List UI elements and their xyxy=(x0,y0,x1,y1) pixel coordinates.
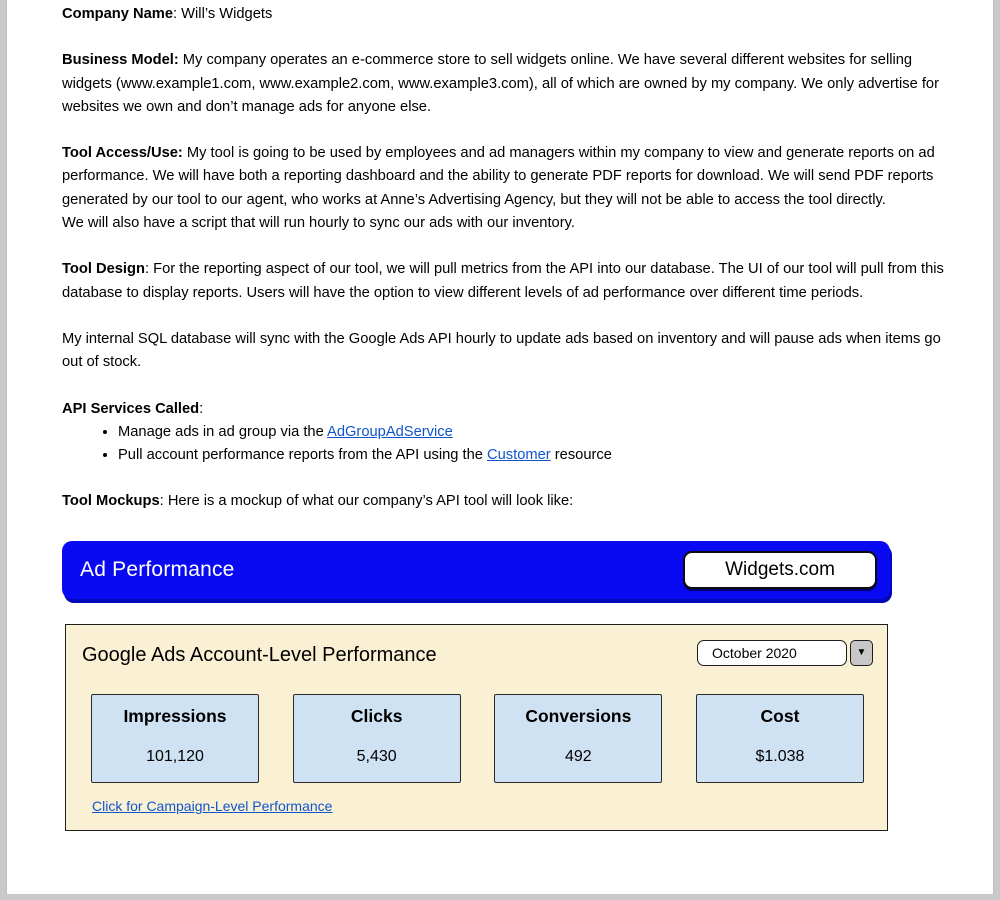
metric-value: 492 xyxy=(564,748,592,766)
list-item xyxy=(118,444,945,467)
bullet-text: resource xyxy=(550,447,612,464)
metric-label: Conversions xyxy=(525,706,632,727)
paragraph-api-services-heading xyxy=(62,398,945,421)
campaign-level-performance-link[interactable]: Click for Campaign-Level Performance xyxy=(92,798,333,815)
sql-sync-text: My internal SQL database will sync with the Google Ads API hourly to update ads based on inventory and will pause ads when items go out of stock. xyxy=(62,330,941,371)
metric-label: Clicks xyxy=(350,706,403,727)
month-dropdown-value[interactable]: October 2020 xyxy=(697,640,847,666)
tool-design-label: Tool Design xyxy=(62,261,145,278)
api-services-colon: : xyxy=(199,400,204,417)
paragraph-tool-design xyxy=(62,258,945,305)
metric-value: $1.038 xyxy=(755,748,805,766)
site-button[interactable]: Widgets.com xyxy=(683,551,877,589)
metric-value: 101,120 xyxy=(146,748,204,766)
metric-card-impressions xyxy=(91,694,259,783)
mockup-header-bar xyxy=(62,541,890,599)
panel-title: Google Ads Account-Level Performance xyxy=(82,643,437,666)
bullet-text: Pull account performance reports from the API using the xyxy=(118,447,488,464)
tool-mockups-label: Tool Mockups xyxy=(62,493,160,510)
business-model-label: Business Model: xyxy=(62,52,179,69)
customer-resource-link[interactable]: Customer xyxy=(487,447,551,464)
chevron-down-icon: ▼ xyxy=(856,647,867,659)
paragraph-tool-mockups xyxy=(62,490,945,513)
tool-mockup xyxy=(62,541,890,831)
bullet-text: Manage ads in ad group via the xyxy=(118,423,328,440)
tool-design-text: : For the reporting aspect of our tool, we will pull metrics from the API into our database. The UI of our tool will pull from this database to display reports. Users will have the option to view different levels of ad performance over different time periods. xyxy=(62,261,944,301)
business-model-text: My company operates an e-commerce store to sell widgets online. We have several different websites for selling widgets (www.example1.com, www.example2.com, www.example3.com), all of which are owned by my company. We only advertise for websites we own and don’t manage ads for anyone else. xyxy=(62,52,939,115)
tool-access-label: Tool Access/Use: xyxy=(62,145,183,162)
tool-access-text-2: We will also have a script that will run hourly to sync our ads with our inventory. xyxy=(62,215,575,232)
month-dropdown[interactable] xyxy=(697,640,873,666)
api-services-list xyxy=(62,421,945,468)
adgroupadservice-link[interactable]: AdGroupAdService xyxy=(327,423,453,440)
list-item xyxy=(118,421,945,444)
account-performance-panel xyxy=(65,624,888,831)
paragraph-sql-sync xyxy=(62,328,945,375)
paragraph-business-model xyxy=(62,49,945,119)
metric-label: Impressions xyxy=(123,706,227,727)
metric-cards-row xyxy=(91,694,864,783)
metric-card-cost xyxy=(696,694,864,783)
dropdown-arrow-button[interactable] xyxy=(850,640,873,666)
panel-top-row xyxy=(82,640,873,667)
tool-access-text: My tool is going to be used by employees and ad managers within my company to view and generate reports on ad performance. We will have both a reporting dashboard and the ability to generate PDF reports for download. We will send PDF reports generated by our tool to our agent, who works at Anne’s Advertising Agency, but they will not be able to access the tool directly. xyxy=(62,145,935,208)
mockup-header-title: Ad Performance xyxy=(80,558,235,582)
paragraph-company-name xyxy=(62,3,945,26)
company-name-value: : Will’s Widgets xyxy=(173,6,273,22)
document-content xyxy=(7,0,993,831)
api-services-label: API Services Called xyxy=(62,400,200,417)
paragraph-tool-access xyxy=(62,142,945,235)
document-page xyxy=(6,0,994,894)
company-name-label: Company Name xyxy=(62,6,174,22)
metric-card-conversions xyxy=(494,694,662,783)
metric-value: 5,430 xyxy=(356,748,397,766)
metric-card-clicks xyxy=(293,694,461,783)
metric-label: Cost xyxy=(760,706,800,727)
tool-mockups-text: : Here is a mockup of what our company’s API tool will look like: xyxy=(159,493,574,510)
